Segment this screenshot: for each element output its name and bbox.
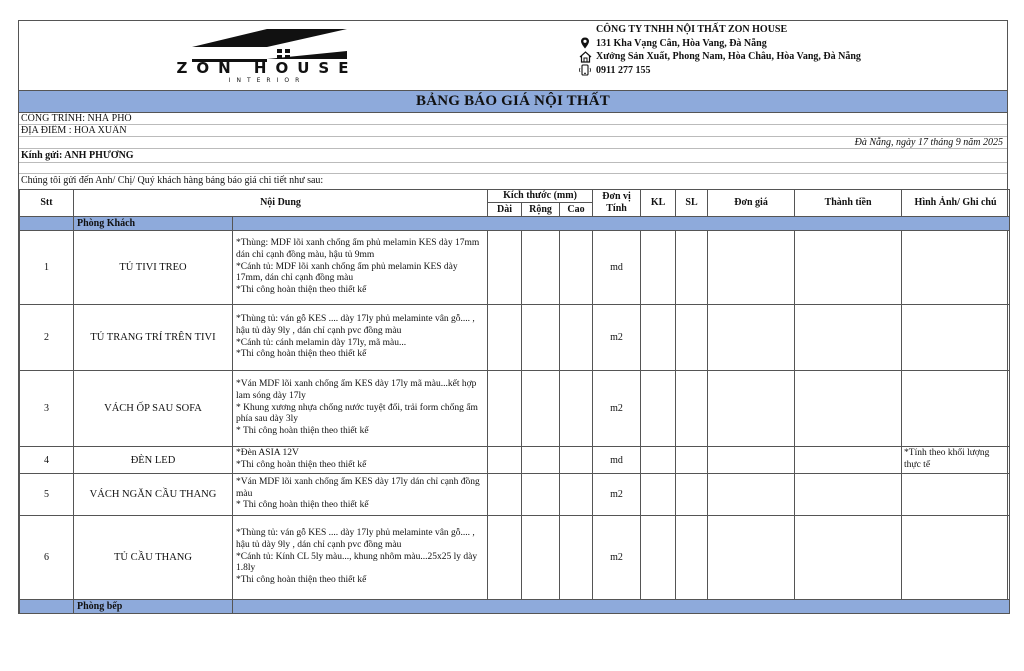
company-info xyxy=(577,23,861,77)
date-line: Đà Nẵng, ngày 17 tháng 9 năm 2025 xyxy=(19,137,1007,149)
row-description xyxy=(233,371,488,447)
table-header-row xyxy=(20,190,1010,203)
header-price: Đơn giá xyxy=(708,190,795,217)
description-line: *Thi công hoàn thiện theo thiết kế xyxy=(236,575,367,586)
header-length: Dài xyxy=(488,203,522,217)
row-unit: m2 xyxy=(593,516,641,600)
row-stt: 6 xyxy=(20,516,74,600)
project-line: CÔNG TRÌNH: NHÀ PHỐ xyxy=(19,113,1007,125)
row-height xyxy=(560,516,593,600)
row-total xyxy=(795,516,902,600)
row-unit: m2 xyxy=(593,474,641,516)
document-title: BẢNG BÁO GIÁ NỘI THẤT xyxy=(19,91,1007,113)
row-sl xyxy=(676,474,708,516)
company-address: 131 Kha Vạng Cân, Hòa Vang, Đà Nẵng xyxy=(596,37,767,49)
description-line: *Thi công hoàn thiện theo thiết kế xyxy=(236,460,367,470)
table-row xyxy=(20,447,1010,474)
section-title: Phòng Khách xyxy=(74,217,233,231)
row-description xyxy=(233,231,488,305)
intro-line: Chúng tôi gửi đến Anh/ Chị/ Quý khách hàng bảng báo giá chi tiết như sau: xyxy=(21,175,324,186)
row-height xyxy=(560,231,593,305)
row-stt: 3 xyxy=(20,371,74,447)
row-total xyxy=(795,371,902,447)
row-unit: m2 xyxy=(593,371,641,447)
row-sl xyxy=(676,305,708,371)
description-line: * Thi công hoàn thiện theo thiết kế xyxy=(236,500,369,511)
row-height xyxy=(560,305,593,371)
row-length xyxy=(488,305,522,371)
row-stt: 1 xyxy=(20,231,74,305)
table-row xyxy=(20,516,1010,600)
header-height: Cao xyxy=(560,203,593,217)
row-width xyxy=(522,516,560,600)
logo-subtext: INTERIOR xyxy=(228,77,306,84)
row-price xyxy=(708,474,795,516)
header-sl: SL xyxy=(676,190,708,217)
description-line: *Thi công hoàn thiện theo thiết kế xyxy=(236,349,367,360)
location-line: ĐỊA ĐIỂM : HÒA XUÂN xyxy=(19,125,1007,137)
row-description xyxy=(233,447,488,474)
phone-icon xyxy=(577,64,593,76)
header-stt: Stt xyxy=(20,190,74,217)
row-width xyxy=(522,305,560,371)
row-note xyxy=(902,305,1010,371)
row-name: TỦ TRANG TRÍ TRÊN TIVI xyxy=(74,305,233,371)
description-line: *Đèn ASIA 12V xyxy=(236,448,299,459)
row-total xyxy=(795,447,902,474)
header-unit: Đơn vị Tính xyxy=(593,190,641,217)
row-total xyxy=(795,474,902,516)
row-description xyxy=(233,474,488,516)
company-name: CÔNG TY TNHH NỘI THẤT ZON HOUSE xyxy=(596,24,788,35)
description-line: *Ván MDF lõi xanh chống ẩm KES dày 17ly mã màu...kết hợp lam sóng dày 17ly xyxy=(236,379,477,401)
description-line: *Cánh tủ: MDF lõi xanh chống ẩm phủ melamin KES dày 17mm, dán chỉ cạnh đồng màu xyxy=(236,261,458,284)
row-note xyxy=(902,231,1010,305)
description-line: *Ván MDF lõi xanh chống ẩm KES dày 17ly dán chỉ cạnh đồng màu xyxy=(236,476,480,499)
row-note xyxy=(902,371,1010,447)
row-price xyxy=(708,231,795,305)
header-kl: KL xyxy=(641,190,676,217)
row-name: TỦ TIVI TREO xyxy=(74,231,233,305)
row-note xyxy=(902,516,1010,600)
row-kl xyxy=(641,305,676,371)
row-name: ĐÈN LED xyxy=(74,447,233,474)
row-description xyxy=(233,305,488,371)
row-price xyxy=(708,371,795,447)
row-description xyxy=(233,516,488,600)
row-kl xyxy=(641,474,676,516)
table-row xyxy=(20,474,1010,516)
row-price xyxy=(708,447,795,474)
empty-line xyxy=(19,163,1007,174)
row-note xyxy=(902,474,1010,516)
recipient-line: Kính gửi: ANH PHƯƠNG xyxy=(19,149,1007,163)
company-phone: 0911 277 155 xyxy=(596,64,651,76)
logo-text: ZON HOUSE xyxy=(176,59,358,77)
header-total: Thành tiền xyxy=(795,190,902,217)
description-line: *Thùng tủ: ván gỗ KES .... dày 17ly phủ melaminte vân gỗ.... , hậu tủ dày 9ly , dán chỉ cạnh pvc đồng màu xyxy=(236,528,475,550)
header xyxy=(19,21,1007,91)
description-line: * Thi công hoàn thiện theo thiết kế xyxy=(236,426,369,437)
row-width xyxy=(522,231,560,305)
row-name: VÁCH ỐP SAU SOFA xyxy=(74,371,233,447)
row-sl xyxy=(676,516,708,600)
table-row xyxy=(20,305,1010,371)
header-size: Kích thước (mm) xyxy=(488,190,593,203)
company-factory: Xưởng Sản Xuất, Phong Nam, Hòa Châu, Hòa Vang, Đà Nẵng xyxy=(596,51,861,62)
row-stt: 5 xyxy=(20,474,74,516)
row-length xyxy=(488,231,522,305)
row-width xyxy=(522,371,560,447)
row-height xyxy=(560,474,593,516)
row-height xyxy=(560,447,593,474)
header-image-note: Hình Ảnh/ Ghi chú xyxy=(902,190,1010,217)
section-title: Phòng bếp xyxy=(74,600,233,614)
table-row xyxy=(20,371,1010,447)
description-line: *Thùng tủ: ván gỗ KES .... dày 17ly phủ melaminte vân gỗ.... , hậu tủ dày 9ly , dán chỉ cạnh pvc đồng màu xyxy=(236,313,475,336)
row-total xyxy=(795,231,902,305)
row-name: TỦ CẦU THANG xyxy=(74,516,233,600)
row-stt: 2 xyxy=(20,305,74,371)
row-kl xyxy=(641,231,676,305)
row-width xyxy=(522,474,560,516)
row-length xyxy=(488,371,522,447)
row-total xyxy=(795,305,902,371)
row-sl xyxy=(676,231,708,305)
description-line: * Khung xương nhựa chống nước tuyệt đối, trải form chống ẩm phía sau dày 3ly xyxy=(236,402,478,425)
row-height xyxy=(560,371,593,447)
section-row xyxy=(20,217,1010,231)
quotation-sheet xyxy=(18,20,1008,614)
header-width: Rộng xyxy=(522,203,560,217)
row-kl xyxy=(641,516,676,600)
row-note: *Tính theo khối lượng thực tế xyxy=(902,447,1010,474)
row-kl xyxy=(641,371,676,447)
row-name: VÁCH NGĂN CẦU THANG xyxy=(74,474,233,516)
description-line: *Thùng: MDF lõi xanh chống ẩm phủ melamin KES dày 17mm dán chỉ cạnh đồng màu, hậu tủ 9mm xyxy=(236,238,480,260)
zon-house-logo xyxy=(117,25,417,85)
row-length xyxy=(488,474,522,516)
location-pin-icon xyxy=(577,37,593,49)
row-unit: md xyxy=(593,447,641,474)
row-stt: 4 xyxy=(20,447,74,474)
quotation-table xyxy=(19,189,1010,614)
row-kl xyxy=(641,447,676,474)
row-price xyxy=(708,305,795,371)
description-line: *Thi công hoàn thiện theo thiết kế xyxy=(236,285,367,296)
header-content: Nội Dung xyxy=(74,190,488,217)
row-sl xyxy=(676,371,708,447)
row-length xyxy=(488,516,522,600)
house-icon xyxy=(577,51,593,63)
row-width xyxy=(522,447,560,474)
row-price xyxy=(708,516,795,600)
description-line: *Cánh tủ: cánh melamin dày 17ly, mã màu... xyxy=(236,337,407,348)
row-length xyxy=(488,447,522,474)
table-row xyxy=(20,231,1010,305)
row-unit: m2 xyxy=(593,305,641,371)
row-unit: md xyxy=(593,231,641,305)
description-line: *Cánh tủ: Kính CL 5ly màu..., khung nhôm màu...25x25 ly dày 1.8ly xyxy=(236,551,478,574)
table-body xyxy=(20,217,1010,614)
section-row xyxy=(20,600,1010,614)
row-sl xyxy=(676,447,708,474)
